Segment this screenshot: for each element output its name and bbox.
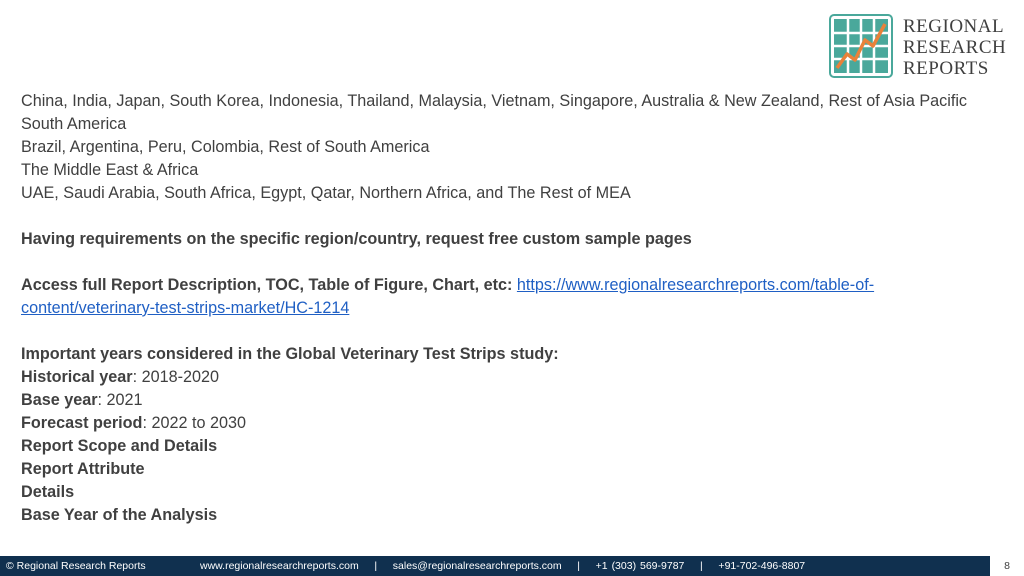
base-year-analysis-heading: Base Year of the Analysis <box>21 506 218 524</box>
footer-contact-info: www.regionalresearchreports.com | sales@regionalresearchreports.com | +1 (303) 569-9787 | +91-702-496-8807 <box>200 560 806 572</box>
logo-wordmark <box>903 16 1006 79</box>
report-toc-link[interactable]: https://www.regionalresearchreports.com/table-of-content/veterinary-test-strips-market/HC-1214 <box>21 276 875 317</box>
custom-request-text: Having requirements on the specific region/country, request free custom sample pages <box>21 230 692 248</box>
mea-heading: The Middle East & Africa <box>21 161 199 179</box>
access-label: Access full Report Description, TOC, Table of Figure, Chart, etc: <box>21 276 513 294</box>
company-logo <box>829 14 1019 82</box>
forecast-period-value: : 2022 to 2030 <box>142 414 246 432</box>
spacer <box>21 320 996 343</box>
footer-copyright: © Regional Research Reports <box>6 560 146 572</box>
report-scope-heading: Report Scope and Details <box>21 437 218 455</box>
page-number: 8 <box>990 556 1024 576</box>
slide-body <box>21 90 996 527</box>
asia-countries: China, India, Japan, South Korea, Indonesia, Thailand, Malaysia, Vietnam, Singapore, Australia & New Zealand, Rest of Asia Pacific <box>21 92 968 110</box>
base-year-row <box>21 389 996 412</box>
historical-year-label: Historical year <box>21 368 133 386</box>
base-year-label: Base year <box>21 391 98 409</box>
forecast-period-row <box>21 412 996 435</box>
access-report-paragraph <box>21 274 996 320</box>
logo-line: RESEARCH <box>903 37 1007 58</box>
forecast-period-label: Forecast period <box>21 414 143 432</box>
years-heading: Important years considered in the Global Veterinary Test Strips study: <box>21 345 559 363</box>
details-heading: Details <box>21 483 75 501</box>
south-america-heading: South America <box>21 115 127 133</box>
historical-year-value: : 2018-2020 <box>132 368 219 386</box>
footer-bar <box>0 556 1024 576</box>
spacer <box>21 205 996 228</box>
south-america-countries: Brazil, Argentina, Peru, Colombia, Rest of South America <box>21 138 430 156</box>
historical-year-row <box>21 366 996 389</box>
chart-logo-icon <box>829 14 893 78</box>
base-year-value: : 2021 <box>97 391 143 409</box>
spacer <box>21 251 996 274</box>
logo-line: REPORTS <box>903 58 989 79</box>
logo-line: REGIONAL <box>903 16 1005 37</box>
report-attribute-heading: Report Attribute <box>21 460 145 478</box>
mea-countries: UAE, Saudi Arabia, South Africa, Egypt, Qatar, Northern Africa, and The Rest of MEA <box>21 184 631 202</box>
